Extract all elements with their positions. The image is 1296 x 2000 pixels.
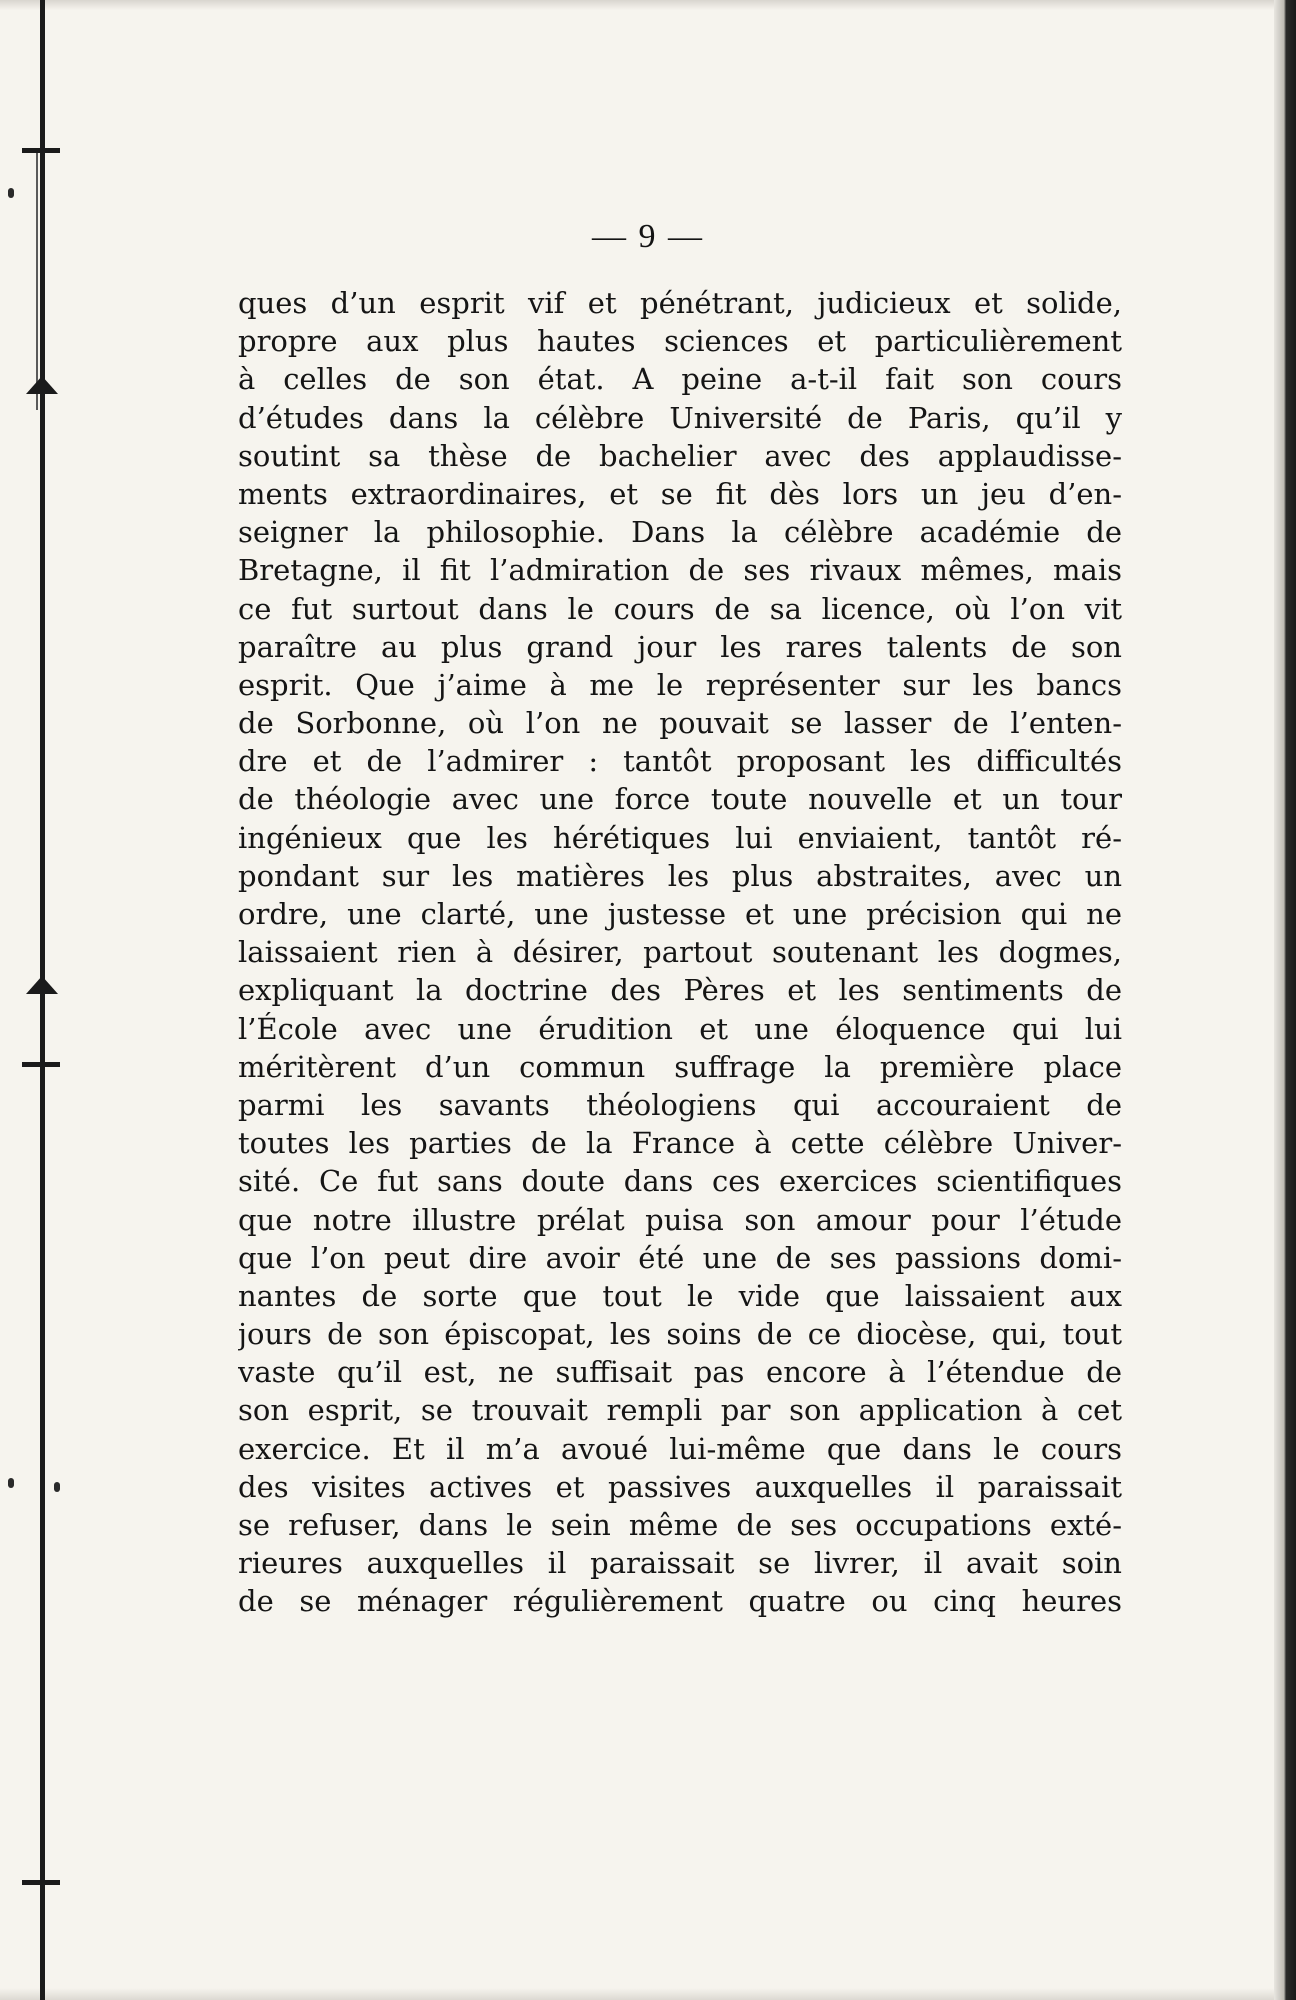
page-right-edge [1274, 0, 1296, 2000]
text-line: de Sorbonne, où l’on ne pouvait se lasser de l’enten- [238, 706, 1122, 741]
text-line: nantes de sorte que tout le vide que laissaient aux [238, 1278, 1122, 1313]
text-line: à celles de son état. A peine a-t-il fait son cours [238, 362, 1122, 397]
text-line: expliquant la doctrine des Pères et les sentiments de [238, 973, 1122, 1008]
text-line: pondant sur les matières les plus abstraites, avec un [238, 858, 1122, 893]
text-line: jours de son épiscopat, les soins de ce diocèse, qui, tout [238, 1317, 1122, 1352]
binding-mark [8, 188, 14, 198]
binding-line [40, 0, 45, 2000]
text-line: paraître au plus grand jour les rares talents de son [238, 629, 1122, 664]
text-line: Bretagne, il fit l’admiration de ses rivaux mêmes, mais [238, 553, 1122, 588]
text-line: des visites actives et passives auxquelles il paraissait [238, 1469, 1122, 1504]
text-line: méritèrent d’un commun suffrage la première place [238, 1049, 1122, 1084]
text-line: de théologie avec une force toute nouvelle et un tour [238, 782, 1122, 817]
binding-stitch [22, 1880, 60, 1885]
text-line: ingénieux que les hérétiques lui enviaient, tantôt ré- [238, 820, 1122, 855]
text-line: que notre illustre prélat puisa son amour pour l’étude [238, 1202, 1122, 1237]
page-bottom-edge [0, 1988, 1296, 2000]
text-line: dre et de l’admirer : tantôt proposant les difficultés [238, 744, 1122, 779]
binding-stitch [22, 148, 60, 153]
text-line: de se ménager régulièrement quatre ou cinq heures [238, 1584, 1122, 1619]
text-line: parmi les savants théologiens qui accouraient de [238, 1087, 1122, 1122]
text-line: ce fut surtout dans le cours de sa licence, où l’on vit [238, 591, 1122, 626]
text-line: laissaient rien à désirer, partout soutenant les dogmes, [238, 935, 1122, 970]
text-line: ques d’un esprit vif et pénétrant, judicieux et solide, [238, 286, 1122, 320]
binding-mark [8, 1478, 14, 1488]
text-line: vaste qu’il est, ne suffisait pas encore à l’étendue de [238, 1355, 1122, 1390]
page-number: — 9 — [592, 218, 704, 255]
text-line: esprit. Que j’aime à me le représenter sur les bancs [238, 667, 1122, 702]
page-top-edge [0, 0, 1296, 10]
text-line: son esprit, se trouvait rempli par son application à cet [238, 1393, 1122, 1428]
body-text [238, 284, 1122, 1621]
text-line: sité. Ce fut sans doute dans ces exercices scientifiques [238, 1164, 1122, 1199]
text-line: exercice. Et il m’a avoué lui-même que dans le cours [238, 1431, 1122, 1466]
text-line: d’études dans la célèbre Université de Paris, qu’il y [238, 400, 1122, 435]
text-line: propre aux plus hautes sciences et particulièrement [238, 324, 1122, 359]
binding-knot [26, 976, 58, 994]
binding-knot [26, 376, 58, 394]
text-line: toutes les parties de la France à cette célèbre Univer- [238, 1126, 1122, 1161]
book-binding [0, 0, 70, 2000]
text-line: ordre, une clarté, une justesse et une précision qui ne [238, 897, 1122, 931]
text-line: l’École avec une érudition et une éloquence qui lui [238, 1011, 1122, 1046]
binding-stitch [22, 1062, 60, 1067]
text-line: se refuser, dans le sein même de ses occupations exté- [238, 1508, 1122, 1542]
text-line: seigner la philosophie. Dans la célèbre académie de [238, 515, 1122, 550]
binding-mark [54, 1482, 60, 1492]
text-line: que l’on peut dire avoir été une de ses passions domi- [238, 1240, 1122, 1275]
text-line: rieures auxquelles il paraissait se livrer, il avait soin [238, 1546, 1122, 1581]
text-line: ments extraordinaires, et se fit dès lors un jeu d’en- [238, 476, 1122, 511]
text-line: soutint sa thèse de bachelier avec des applaudisse- [238, 438, 1122, 473]
binding-thread [36, 150, 38, 410]
